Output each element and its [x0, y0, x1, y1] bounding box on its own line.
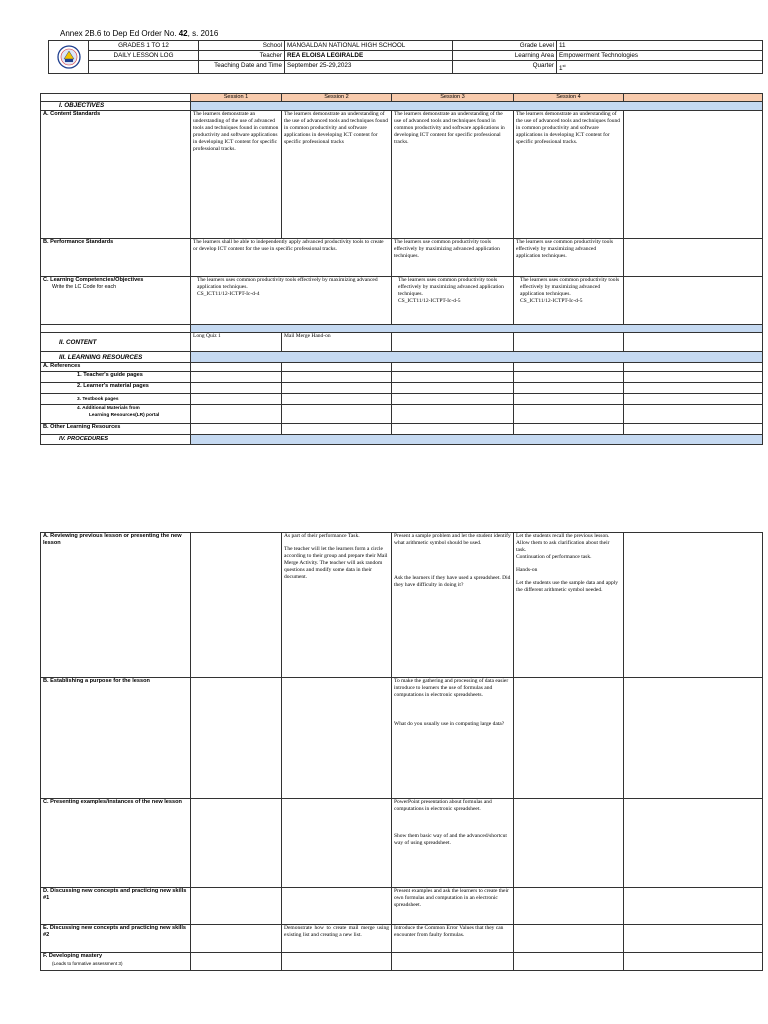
teacher-label: Teacher [199, 51, 285, 61]
additional-materials-label: 4. Additional Materials from Learning Resources(LR) portal [41, 405, 191, 424]
teacher-value: REA ELOISA LEGIRALDE [285, 51, 453, 61]
performance-standards-s4: The learners use common productivity tools effectively by maximizing advanced application techniques. [514, 239, 624, 277]
lesson-log-table-top [40, 93, 763, 445]
session-2-header: Session 2 [282, 94, 392, 102]
content-standards-s1: The learners demonstrate an understanding of the use of advanced tools and techniques found in common productivity and software applications in developing ICT content for specific professional tracks. [191, 111, 282, 239]
learning-competencies-s12: The learners uses common productivity tools effectively by maximizing advanced application techniques. CS_ICT11/12-ICTPT-Ic-d-4 [191, 277, 392, 325]
deped-seal-logo [49, 41, 89, 74]
learning-area-value: Empowerment Technologies [557, 51, 763, 61]
lesson-log-table-procedures [40, 532, 763, 971]
presenting-examples-label: C. Presenting examples/instances of the new lesson [41, 799, 191, 888]
teaching-date-value: September 25-29,2023 [285, 61, 453, 74]
learning-resources-heading: III. LEARNING RESOURCES [41, 352, 191, 363]
content-standards-s4: The learners demonstrate an understanding of the use of advanced tools and techniques found in common productivity and software applications in developing ICT content for specific professional tracks. [514, 111, 624, 239]
learning-area-label: Learning Area [453, 51, 557, 61]
developing-mastery-label: F. Developing mastery (Leads to formative assessment 3) [41, 953, 191, 971]
discussing-concepts-2-s2: Demonstrate how to create mail merge using existing list and creating a new list. [282, 925, 392, 953]
references-label: A. References [41, 363, 191, 372]
quarter-value: 1st [557, 61, 763, 74]
establishing-purpose-s3: To make the gathering and processing of data easier introduce to learners the use of formulas and computations in electronic spreadsheets. What do you usually use in computing large data? [392, 678, 514, 799]
grade-level-value: 11 [557, 41, 763, 51]
performance-standards-s12: The learners shall be able to independently apply advanced productivity tools to create or develop ICT content for the use in specific professional tracks. [191, 239, 392, 277]
session-3-header: Session 3 [392, 94, 514, 102]
reviewing-lesson-s4: Let the students recall the previous lesson. Allow them to ask clarification about their task. Continuation of performance task. Hands-on Let the students use the sample data and apply the different arithmetic symbol needed. [514, 533, 624, 678]
grade-level-label: Grade Level [453, 41, 557, 51]
procedures-heading: IV. PROCEDURES [41, 435, 191, 445]
reviewing-lesson-label: A. Reviewing previous lesson or presenting the new lesson [41, 533, 191, 678]
teaching-date-label: Teaching Date and Time [199, 61, 285, 74]
header-table [48, 40, 763, 74]
reviewing-lesson-s2: As part of their performance Task. The teacher will let the learners form a circle according to their group and prepare their Mail Merge Activity. The teacher will ask random questions and modify some data in their document. [282, 533, 392, 678]
establishing-purpose-label: B. Establishing a purpose for the lesson [41, 678, 191, 799]
performance-standards-label: B. Performance Standards [41, 239, 191, 277]
annex-reference: Annex 2B.6 to Dep Ed Order No. 42, s. 2016 [60, 29, 219, 38]
discussing-concepts-2-s3: Introduce the Common Error Values that they can encounter from faulty formulas. [392, 925, 514, 953]
learning-competencies-s3: The learners uses common productivity tools effectively by maximizing advanced application techniques. CS_ICT11/12-ICTPT-Ic-d-5 [392, 277, 514, 325]
session-4-header: Session 4 [514, 94, 624, 102]
learning-competencies-s4: The learners uses common productivity tools effectively by maximizing advanced application techniques. CS_ICT11/12-ICTPT-Ic-d-5 [514, 277, 624, 325]
learners-material-label: 2. Learner's material pages [41, 383, 191, 394]
reviewing-lesson-s3: Present a sample problem and let the student identify what arithmetic symbol should be used. Ask the learners if they have used a spreadsheet. Did they have difficulty in doing it? [392, 533, 514, 678]
school-value: MANGALDAN NATIONAL HIGH SCHOOL [285, 41, 453, 51]
discussing-concepts-2-label: E. Discussing new concepts and practicing new skills #2 [41, 925, 191, 953]
content-standards-s2: The learners demonstrate an understanding of the use of advanced tools and techniques found in common productivity and software applications in developing ICT content for specific professional tracks [282, 111, 392, 239]
session-1-header: Session 1 [191, 94, 282, 102]
content-standards-s3: The learners demonstrate an understanding of the use of advanced tools and techniques found in common productivity and software applications in developing ICT content for specific professional tracks. [392, 111, 514, 239]
daily-lesson-log-label: DAILY LESSON LOG [89, 51, 199, 61]
teachers-guide-label: 1. Teacher's guide pages [41, 372, 191, 383]
content-standards-label: A. Content Standards [41, 111, 191, 239]
discussing-concepts-1-label: D. Discussing new concepts and practicing new skills #1 [41, 888, 191, 925]
other-resources-label: B. Other Learning Resources [41, 424, 191, 435]
presenting-examples-s3: PowerPoint presentation about formulas and computations in electronic spreadsheet. Show them basic way of and the advanced/shortcut way of using spreadsheet. [392, 799, 514, 888]
learning-competencies-label: C. Learning Competencies/Objectives Write the LC Code for each [41, 277, 191, 325]
textbook-pages-label: 3. Textbook pages [41, 394, 191, 405]
grades-label: GRADES 1 TO 12 [89, 41, 199, 51]
performance-standards-s3: The learners use common productivity tools effectively by maximizing advanced application techniques. [392, 239, 514, 277]
school-label: School [199, 41, 285, 51]
discussing-concepts-1-s3: Present examples and ask the learners to create their own formulas and computation in an electronic spreadsheet. [392, 888, 514, 925]
content-s1: Long Quiz 1 [191, 333, 282, 352]
content-heading: II. CONTENT [41, 333, 191, 352]
quarter-label: Quarter [453, 61, 557, 74]
content-s2: Mail Merge Hand-on [282, 333, 392, 352]
objectives-heading: I. OBJECTIVES [41, 102, 191, 111]
